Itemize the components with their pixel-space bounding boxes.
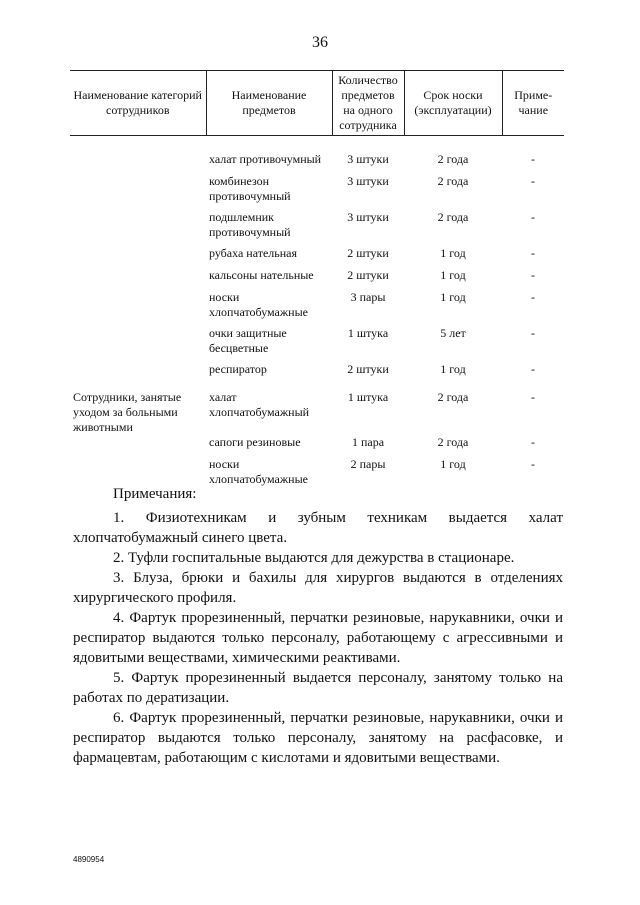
item-cell: носки хлопчатобумажные — [209, 290, 308, 319]
category-cell — [70, 290, 206, 326]
quantity-cell: 2 штуки — [347, 268, 389, 282]
header-category: Наименование категорий сотрудников — [70, 71, 206, 136]
note-paragraph: 2. Туфли госпитальные выдаются для дежурства в стационаре. — [113, 550, 515, 566]
category-cell — [70, 326, 206, 362]
header-note: Приме-чание — [502, 71, 564, 136]
quantity-cell: 3 штуки — [347, 152, 389, 166]
term-cell: 2 года — [437, 152, 469, 166]
table-header-row — [70, 71, 564, 136]
page-number: 36 — [312, 34, 328, 51]
quantity-cell: 3 пары — [350, 290, 386, 304]
table-row — [70, 210, 564, 246]
item-cell: комбинезон противочумный — [209, 174, 291, 203]
note-cell: - — [531, 290, 535, 304]
item-cell: халат хлопчатобумажный — [209, 390, 310, 419]
item-cell: рубаха нательная — [209, 246, 298, 260]
note-paragraph: 3. Блуза, брюки и бахилы для хирургов выдаются в отделениях хирургического профиля. — [73, 570, 563, 606]
term-cell: 2 года — [437, 210, 469, 224]
item-cell: очки защитные бесцветные — [209, 326, 287, 355]
category-cell — [70, 174, 206, 210]
quantity-cell: 1 штука — [347, 390, 389, 404]
term-cell: 2 года — [437, 435, 469, 449]
note-paragraph: 5. Фартук прорезиненный выдается персоналу, занятому только на работах по дератизации. — [73, 670, 563, 706]
notes-section — [73, 484, 563, 768]
term-cell: 5 лет — [440, 326, 466, 340]
note-cell: - — [531, 268, 535, 282]
item-cell: носки хлопчатобумажные — [209, 457, 308, 486]
header-item: Наименование предметов — [206, 71, 332, 136]
table-row — [70, 136, 564, 175]
quantity-cell: 1 штука — [347, 326, 389, 340]
note-cell: - — [531, 435, 535, 449]
note-paragraph: 1. Физиотехникам и зубным техникам выдается халат хлопчатобумажный синего цвета. — [73, 510, 563, 546]
note-cell: - — [531, 390, 535, 404]
category-cell — [70, 210, 206, 246]
term-cell: 1 год — [440, 290, 466, 304]
notes-title: Примечания: — [113, 486, 197, 502]
note-cell: - — [531, 457, 535, 471]
note-cell: - — [531, 362, 535, 376]
category-cell — [70, 268, 206, 290]
quantity-cell: 2 штуки — [347, 362, 389, 376]
note-cell: - — [531, 326, 535, 340]
category-cell: Сотрудники, занятые уходом за больными животными — [73, 390, 182, 434]
note-paragraph: 4. Фартук прорезиненный, перчатки резиновые, нарукавники, очки и респиратор выдаются только персоналу, работающему с агрессивными и ядовитыми веществами, химическими реактивами. — [73, 610, 563, 666]
quantity-cell: 3 штуки — [347, 210, 389, 224]
note-cell: - — [531, 174, 535, 188]
table-row — [70, 326, 564, 362]
term-cell: 1 год — [440, 457, 466, 471]
category-cell — [70, 435, 206, 457]
term-cell: 2 года — [437, 174, 469, 188]
table-row — [70, 435, 564, 457]
item-cell: кальсоны нательные — [209, 268, 314, 282]
header-term: Срок носки (эксплуатации) — [404, 71, 502, 136]
category-cell — [70, 362, 206, 384]
document-code: 4890954 — [73, 855, 105, 864]
term-cell: 1 год — [440, 268, 466, 282]
note-paragraph: 6. Фартук прорезиненный, перчатки резиновые, нарукавники, очки и респиратор выдаются только персоналу, занятому на расфасовке, и фармацевтам, работающим с кислотами и ядовитыми веществами. — [73, 710, 563, 766]
quantity-cell: 1 пара — [351, 435, 385, 449]
clothing-norms-table — [70, 70, 564, 493]
table-row — [70, 246, 564, 268]
quantity-cell: 3 штуки — [347, 174, 389, 188]
term-cell: 2 года — [437, 390, 469, 404]
item-cell: халат противочумный — [209, 152, 322, 166]
note-cell: - — [531, 246, 535, 260]
table-row — [70, 268, 564, 290]
category-cell — [70, 136, 206, 175]
item-cell: сапоги резиновые — [209, 435, 301, 449]
quantity-cell: 2 штуки — [347, 246, 389, 260]
table-row — [70, 290, 564, 326]
item-cell: подшлемник противочумный — [209, 210, 291, 239]
header-quantity: Количество предметов на одного сотрудника — [332, 71, 404, 136]
term-cell: 1 год — [440, 362, 466, 376]
category-cell — [70, 246, 206, 268]
table-row — [70, 384, 564, 435]
quantity-cell: 2 пары — [350, 457, 386, 471]
table-row — [70, 362, 564, 384]
item-cell: респиратор — [209, 362, 267, 376]
table-row — [70, 174, 564, 210]
term-cell: 1 год — [440, 246, 466, 260]
note-cell: - — [531, 210, 535, 224]
note-cell: - — [531, 152, 535, 166]
